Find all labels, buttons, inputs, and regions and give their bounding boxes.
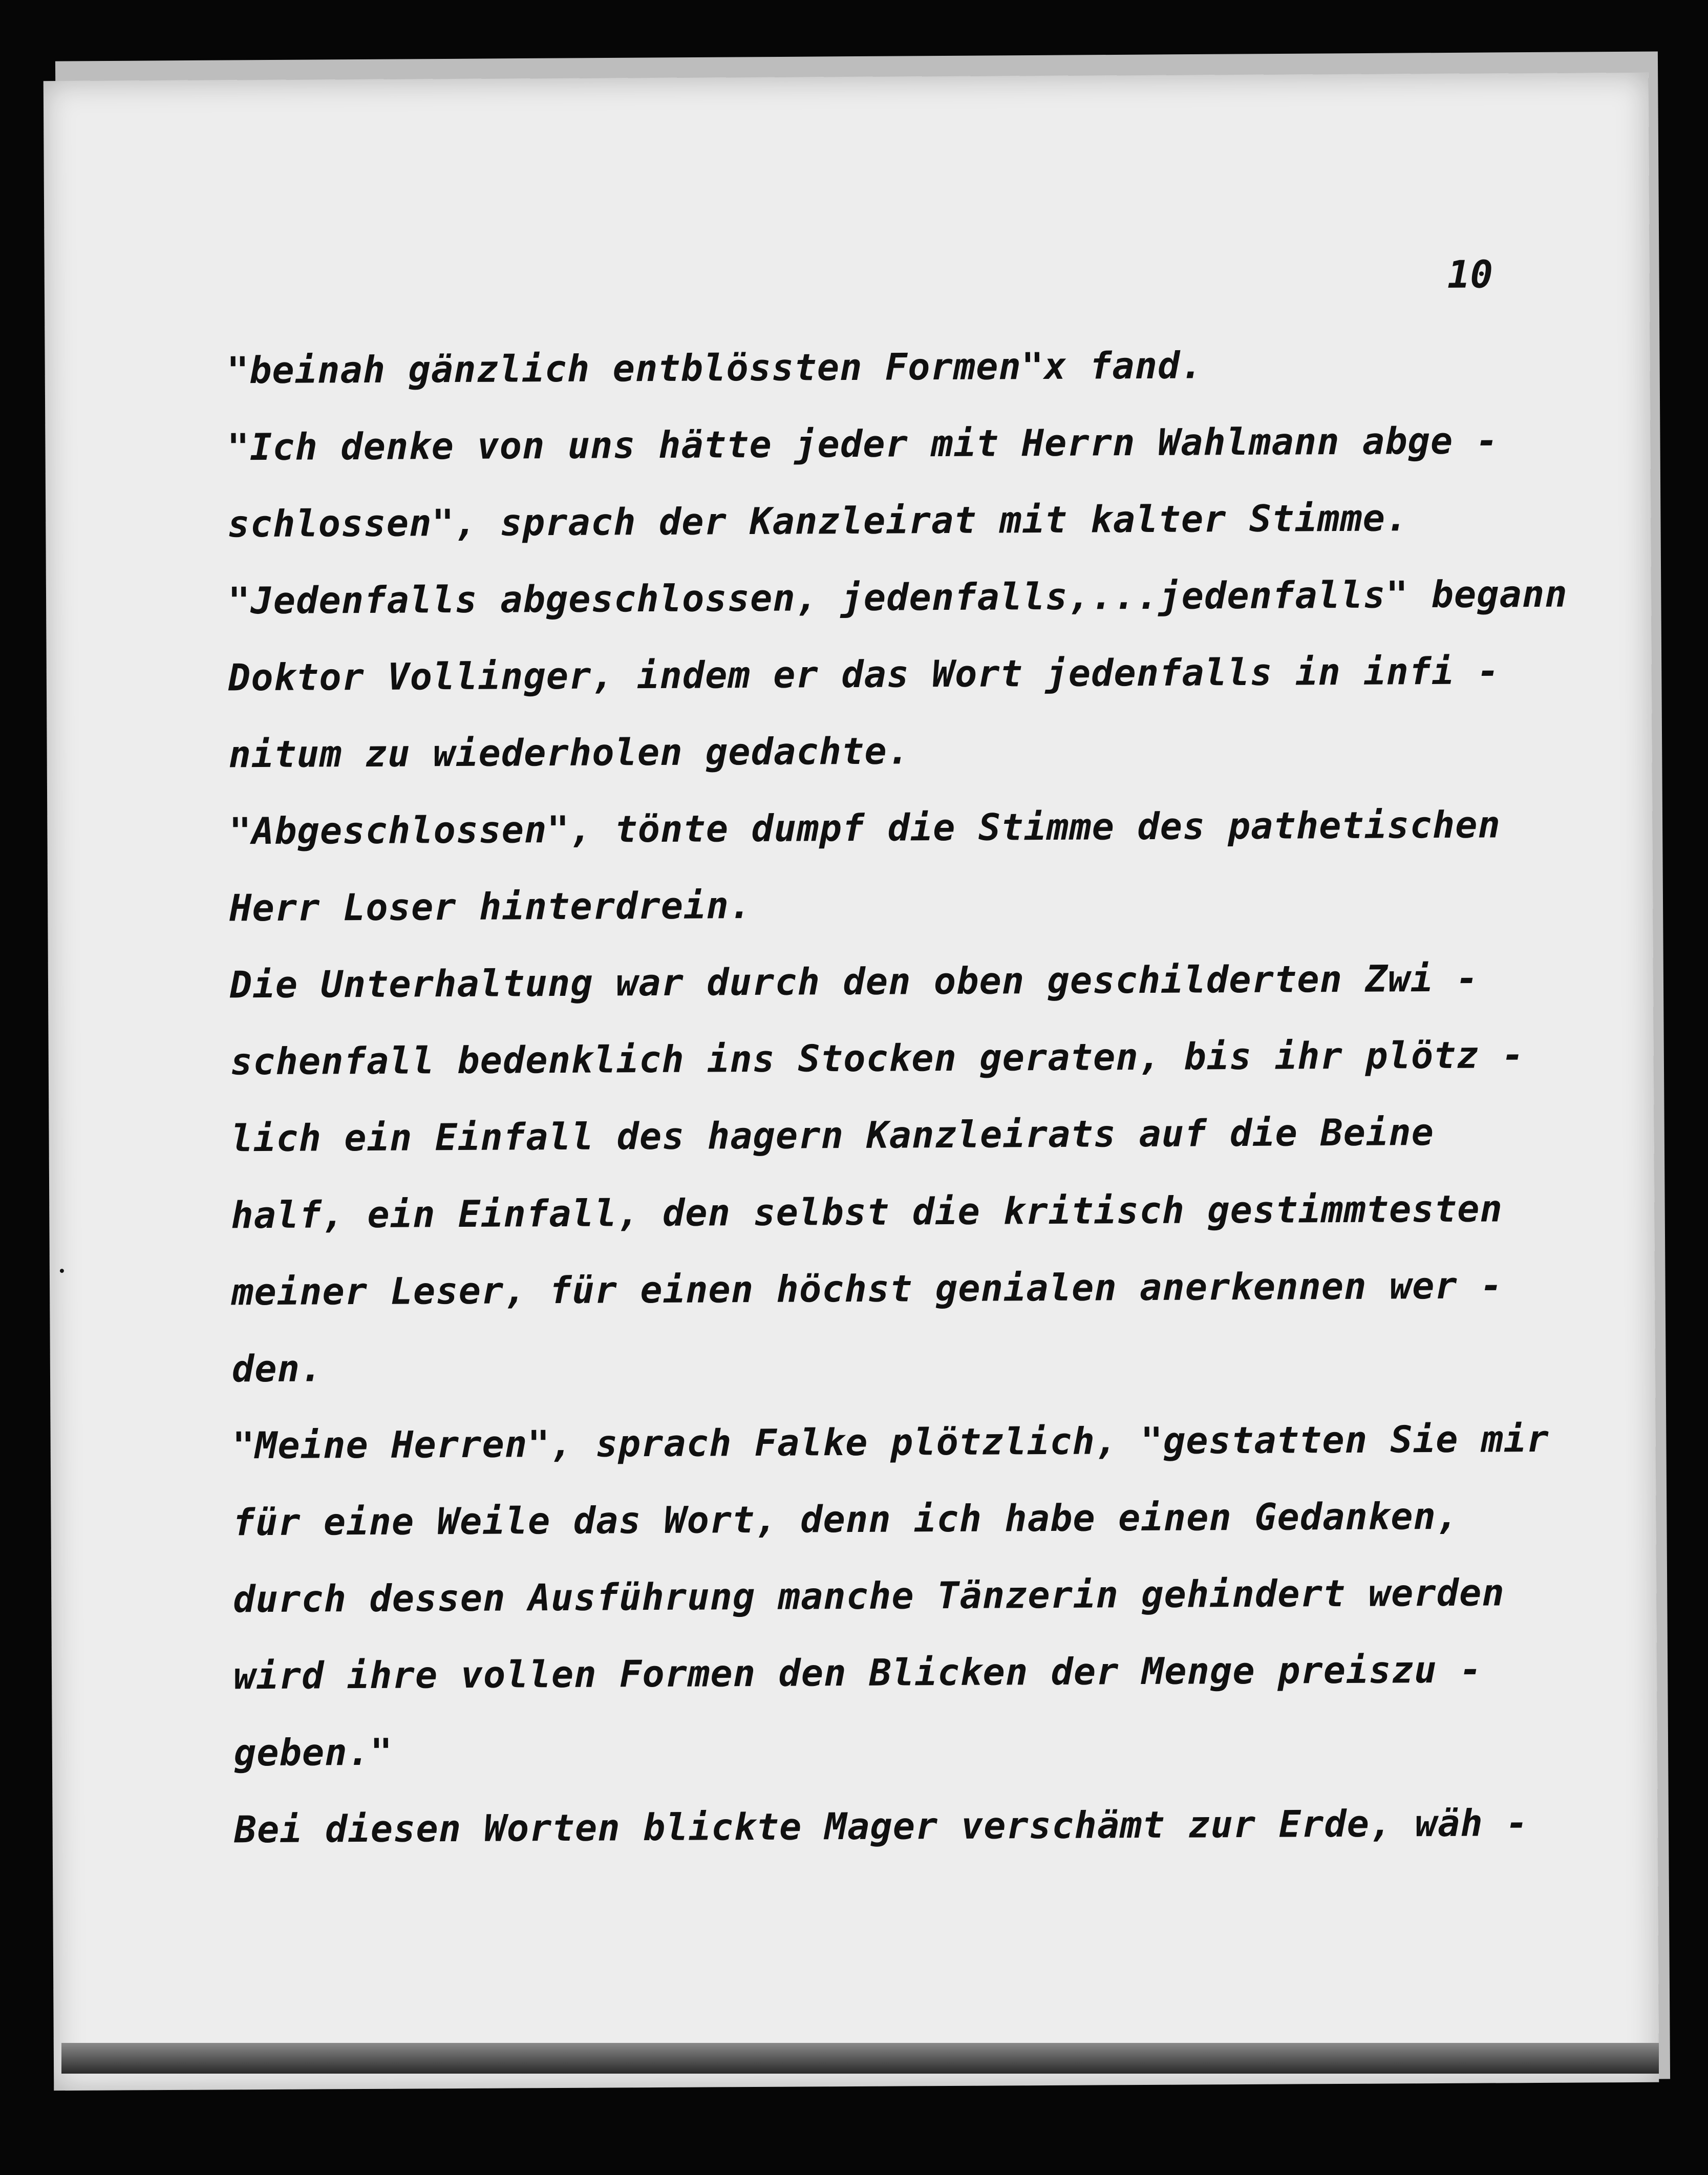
text-line-13: meiner Leser, für einen höchst genialen anerkennen wer - [231, 1264, 1503, 1314]
text-line-2: "Ich denke von uns hätte jeder mit Herrn Wahlmann abge - [227, 419, 1499, 469]
text-line-6: nitum zu wiederholen gedachte. [228, 729, 910, 776]
text-line-15: "Meine Herren", sprach Falke plötzlich, "gestatten Sie mir [232, 1417, 1550, 1467]
text-line-19: geben." [233, 1730, 393, 1775]
text-line-17: durch dessen Ausführung manche Tänzerin gehindert werden [233, 1571, 1505, 1621]
text-line-1: "beinah gänzlich entblössten Formen"x fand. [226, 344, 1203, 392]
dust-speck [60, 1269, 64, 1273]
text-line-5: Doktor Vollinger, indem er das Wort jedenfalls in infi - [228, 649, 1500, 699]
text-line-9: Die Unterhaltung war durch den oben geschilderten Zwi - [229, 956, 1479, 1007]
typewritten-page [44, 73, 1659, 2091]
text-line-14: den. [231, 1347, 323, 1391]
text-line-8: Herr Loser hinterdrein. [229, 884, 752, 930]
text-line-12: half, ein Einfall, den selbst die kritisch gestimmtesten [231, 1187, 1503, 1237]
text-line-11: lich ein Einfall des hagern Kanzleirats auf die Beine [230, 1111, 1435, 1160]
page-stack-bottom-edge [61, 2043, 1659, 2074]
text-line-4: "Jedenfalls abgeschlossen, jedenfalls,...jedenfalls" begann [227, 572, 1568, 623]
text-line-10: schenfall bedenklich ins Stocken geraten, bis ihr plötz - [230, 1033, 1525, 1083]
text-line-16: für eine Weile das Wort, denn ich habe einen Gedanken, [232, 1494, 1459, 1544]
text-line-20: Bei diesen Worten blickte Mager verschämt zur Erde, wäh - [234, 1801, 1529, 1851]
text-line-18: wird ihre vollen Formen den Blicken der Menge preiszu - [233, 1648, 1483, 1698]
text-line-3: schlossen", sprach der Kanzleirat mit kalter Stimme. [227, 496, 1408, 546]
text-line-7: "Abgeschlossen", tönte dumpf die Stimme des pathetischen [229, 803, 1501, 853]
page-number: 10 [1447, 252, 1493, 297]
